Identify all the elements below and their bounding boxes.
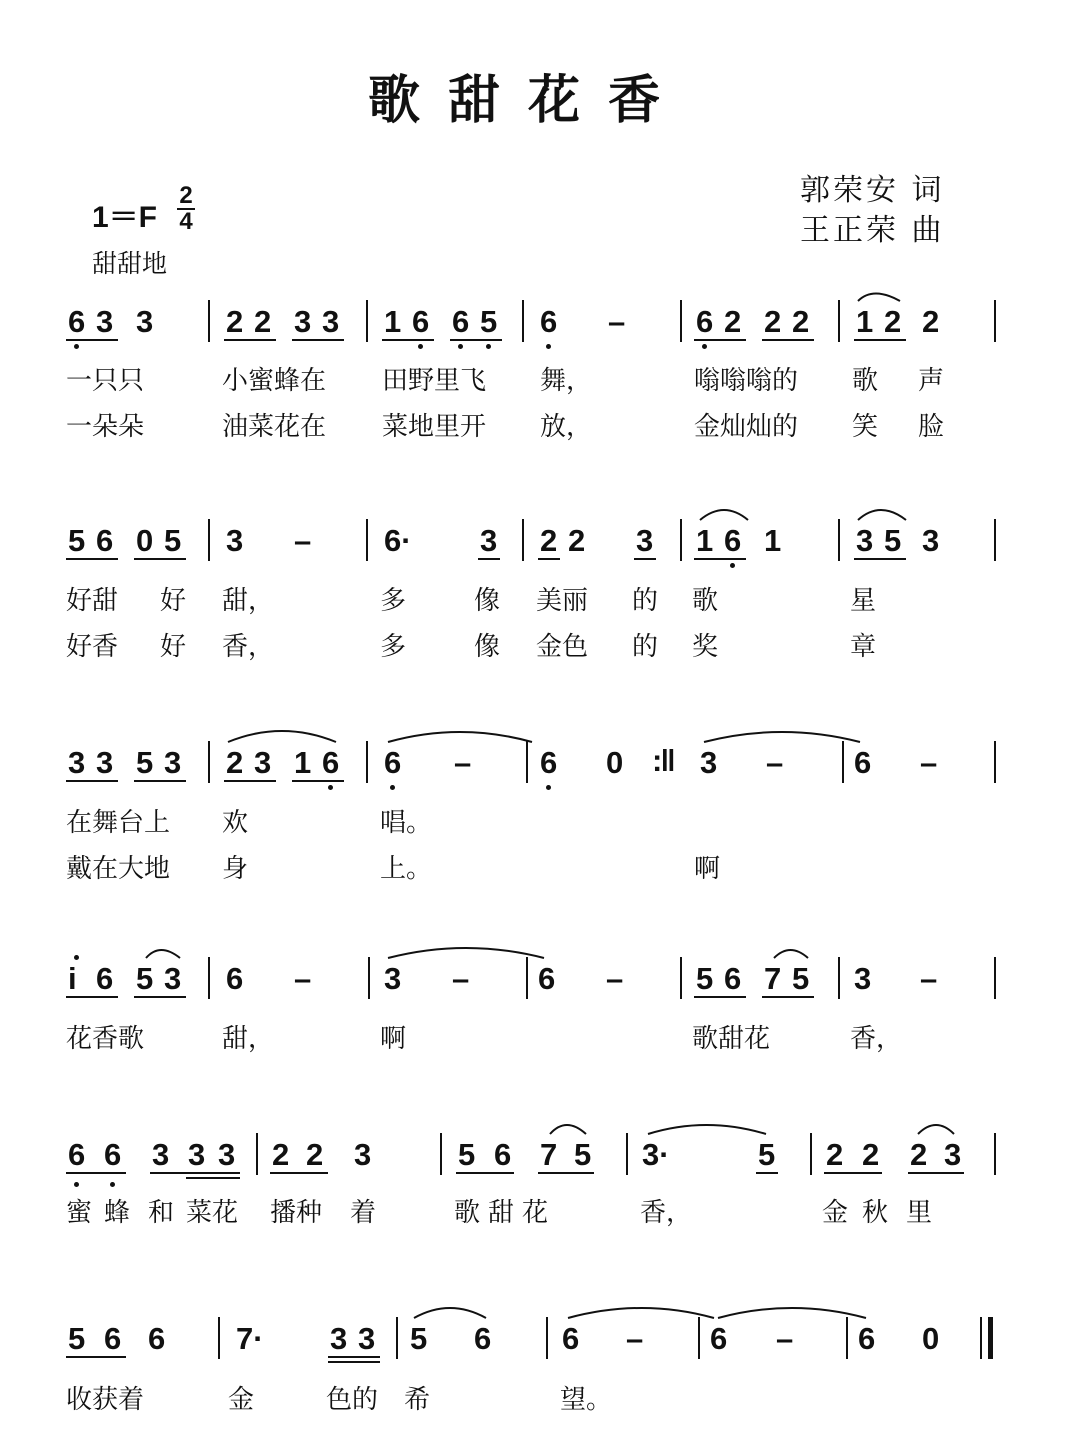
lyric: 秋 bbox=[862, 1198, 889, 1228]
lyric-v1: 歌 bbox=[852, 366, 879, 396]
note: 1 bbox=[384, 304, 402, 339]
note: 6 bbox=[96, 523, 114, 558]
note: 6 bbox=[854, 745, 872, 780]
slur bbox=[228, 731, 336, 742]
note: 6 bbox=[96, 961, 114, 996]
note: 1 bbox=[696, 523, 714, 558]
note: 3 bbox=[164, 961, 182, 996]
note: 1 bbox=[764, 523, 782, 558]
note: 3 bbox=[354, 1137, 372, 1172]
lyricist-credit: 郭荣安 词 bbox=[800, 173, 945, 208]
note: 2 bbox=[862, 1137, 880, 1172]
composer-credit: 王正荣 曲 bbox=[800, 213, 945, 248]
lyric: 收获着 bbox=[66, 1385, 145, 1415]
note: 3 bbox=[854, 961, 872, 996]
note: 6 bbox=[452, 304, 470, 339]
note: 2 bbox=[226, 304, 244, 339]
lyric: 播种 bbox=[270, 1198, 323, 1228]
slur bbox=[858, 294, 900, 302]
slur bbox=[146, 950, 180, 958]
lyric: 金 bbox=[822, 1198, 849, 1228]
key-signature: 1＝F bbox=[92, 201, 158, 234]
lyric: 望。 bbox=[560, 1385, 613, 1415]
slur bbox=[700, 510, 748, 520]
lyric: 啊 bbox=[380, 1024, 407, 1054]
note: 6· bbox=[384, 523, 412, 558]
lyric: 花香歌 bbox=[66, 1024, 145, 1054]
lyric-v1: 多 bbox=[380, 586, 407, 616]
lyric-v2: 金灿灿的 bbox=[694, 412, 799, 442]
note: 2 bbox=[724, 304, 742, 339]
note: 5 bbox=[884, 523, 902, 558]
note: 3 bbox=[164, 745, 182, 780]
tie bbox=[388, 732, 532, 742]
note: 2 bbox=[540, 523, 558, 558]
lyric-v1: 唱。 bbox=[380, 808, 433, 838]
slur bbox=[774, 950, 808, 958]
lyric-v1: 一只只 bbox=[66, 366, 145, 396]
note: 3 bbox=[922, 523, 940, 558]
dash: – bbox=[766, 745, 784, 780]
lyric-v1: 田野里飞 bbox=[382, 366, 487, 396]
lyric-v2: 章 bbox=[850, 632, 877, 662]
lyric: 希 bbox=[404, 1385, 431, 1415]
lyric-v1: 好 bbox=[160, 586, 187, 616]
lyric-v1: 的 bbox=[632, 586, 659, 616]
note: 6 bbox=[104, 1137, 122, 1172]
note: 6 bbox=[858, 1321, 876, 1356]
note: 7 bbox=[540, 1137, 558, 1172]
note: 6 bbox=[538, 961, 556, 996]
song-title: 歌甜花香 bbox=[368, 70, 689, 131]
note: 6 bbox=[68, 1137, 86, 1172]
note: 5 bbox=[696, 961, 714, 996]
note: 3 bbox=[68, 745, 86, 780]
note: 2 bbox=[764, 304, 782, 339]
time-denominator: 4 bbox=[179, 208, 193, 235]
note: 5 bbox=[574, 1137, 592, 1172]
note: 6 bbox=[322, 745, 340, 780]
note: 2 bbox=[884, 304, 902, 339]
note: 3· bbox=[642, 1137, 670, 1172]
lyric-v2: 上。 bbox=[380, 854, 433, 884]
lyric-v2: 戴在大地 bbox=[66, 854, 171, 884]
dash: – bbox=[920, 961, 938, 996]
note: 2 bbox=[910, 1137, 928, 1172]
lyric: 蜂 bbox=[104, 1198, 131, 1228]
dash: – bbox=[606, 961, 624, 996]
note: 0 bbox=[136, 523, 154, 558]
note: 1 bbox=[294, 745, 312, 780]
lyric-v2: 笑 bbox=[852, 412, 879, 442]
lyric-v2: 脸 bbox=[918, 412, 945, 442]
tempo-marking: 甜甜地 bbox=[92, 249, 168, 278]
time-numerator: 2 bbox=[179, 182, 193, 209]
dash: – bbox=[294, 961, 312, 996]
lyric-v2: 好香 bbox=[66, 632, 119, 662]
note: 6 bbox=[68, 304, 86, 339]
dash: – bbox=[776, 1321, 794, 1356]
note: 3 bbox=[136, 304, 154, 339]
note: 3 bbox=[322, 304, 340, 339]
repeat-sign: :‖ bbox=[652, 743, 674, 778]
note: 3 bbox=[944, 1137, 962, 1172]
note: 6 bbox=[696, 304, 714, 339]
note: 6 bbox=[540, 304, 558, 339]
note: 1 bbox=[856, 304, 874, 339]
note: 3 bbox=[384, 961, 402, 996]
lyric-v2: 一朵朵 bbox=[66, 412, 145, 442]
note: 6 bbox=[226, 961, 244, 996]
slur bbox=[414, 1308, 486, 1318]
note: 5 bbox=[68, 1321, 86, 1356]
lyric-v2: 菜地里开 bbox=[382, 412, 487, 442]
note: 6 bbox=[724, 523, 742, 558]
note: 3 bbox=[480, 523, 498, 558]
lyric: 蜜 bbox=[66, 1198, 93, 1228]
dash: – bbox=[920, 745, 938, 780]
note: 6 bbox=[724, 961, 742, 996]
note: 5 bbox=[68, 523, 86, 558]
note: 6 bbox=[562, 1321, 580, 1356]
lyric-v2: 身 bbox=[222, 854, 249, 884]
lyric: 甜， bbox=[222, 1024, 275, 1054]
lyric-v1: 像 bbox=[474, 586, 501, 616]
dash: – bbox=[452, 961, 470, 996]
lyric-v1: 美丽 bbox=[536, 586, 589, 616]
note: 2 bbox=[792, 304, 810, 339]
lyric: 里 bbox=[906, 1198, 933, 1228]
lyric-v1: 欢 bbox=[222, 808, 249, 838]
lyric-v1: 声 bbox=[918, 366, 945, 396]
note: 2 bbox=[272, 1137, 290, 1172]
lyric-v2: 像 bbox=[474, 632, 501, 662]
dash: – bbox=[626, 1321, 644, 1356]
note: 3 bbox=[294, 304, 312, 339]
lyric-v1: 歌 bbox=[692, 586, 719, 616]
note: 7 bbox=[764, 961, 782, 996]
note: 5 bbox=[758, 1137, 776, 1172]
lyric: 歌甜花 bbox=[692, 1024, 771, 1054]
lyric: 香， bbox=[640, 1198, 693, 1228]
lyric-v1: 星 bbox=[850, 586, 877, 616]
note: 3 bbox=[96, 745, 114, 780]
note: 5 bbox=[458, 1137, 476, 1172]
note: 3 bbox=[218, 1137, 236, 1172]
note: 5 bbox=[136, 961, 154, 996]
note: 3 bbox=[96, 304, 114, 339]
note: 6 bbox=[384, 745, 402, 780]
note: 3 bbox=[700, 745, 718, 780]
dash: – bbox=[454, 745, 472, 780]
note: 2 bbox=[826, 1137, 844, 1172]
lyric: 色的 bbox=[326, 1385, 379, 1415]
lyric-v2: 好 bbox=[160, 632, 187, 662]
lyric-v2: 的 bbox=[632, 632, 659, 662]
note: 6 bbox=[494, 1137, 512, 1172]
note: 5 bbox=[792, 961, 810, 996]
lyric: 着 bbox=[350, 1198, 377, 1228]
note: 6 bbox=[148, 1321, 166, 1356]
tie bbox=[568, 1308, 714, 1318]
note: 3 bbox=[330, 1321, 348, 1356]
note: 5 bbox=[164, 523, 182, 558]
lyric-v2: 油菜花在 bbox=[222, 412, 327, 442]
lyric-v2: 金色 bbox=[536, 632, 589, 662]
dash: – bbox=[608, 304, 626, 339]
lyric-v2: 啊 bbox=[694, 854, 721, 884]
note: 2 bbox=[226, 745, 244, 780]
lyric-v1: 嗡嗡嗡的 bbox=[694, 366, 799, 396]
rest: 0 bbox=[922, 1321, 940, 1356]
note: 2 bbox=[568, 523, 586, 558]
note: 5 bbox=[410, 1321, 428, 1356]
note: 3 bbox=[636, 523, 654, 558]
lyric-v2: 奖 bbox=[692, 632, 719, 662]
lyric: 香， bbox=[850, 1024, 903, 1054]
note: i bbox=[68, 961, 77, 996]
note: 3 bbox=[856, 523, 874, 558]
lyric-v1: 小蜜蜂在 bbox=[222, 366, 327, 396]
note: 3 bbox=[358, 1321, 376, 1356]
tie bbox=[718, 1308, 866, 1318]
lyric-v1: 好甜 bbox=[66, 586, 119, 616]
note: 5 bbox=[480, 304, 498, 339]
lyric: 歌甜花 bbox=[454, 1198, 557, 1228]
rest: 0 bbox=[606, 745, 624, 780]
slur bbox=[858, 510, 906, 520]
lyric: 和 bbox=[148, 1198, 175, 1228]
note: 6 bbox=[540, 745, 558, 780]
tie bbox=[388, 948, 544, 958]
dash: – bbox=[294, 523, 312, 558]
note: 6 bbox=[710, 1321, 728, 1356]
slur bbox=[550, 1125, 586, 1134]
note: 6 bbox=[474, 1321, 492, 1356]
lyric-v2: 放， bbox=[540, 412, 593, 442]
note: 2 bbox=[922, 304, 940, 339]
note: 3 bbox=[152, 1137, 170, 1172]
lyric: 金 bbox=[228, 1385, 255, 1415]
note: 3 bbox=[254, 745, 272, 780]
lyric-v2: 多 bbox=[380, 632, 407, 662]
tie bbox=[704, 732, 860, 742]
note: 2 bbox=[254, 304, 272, 339]
note: 7· bbox=[236, 1321, 264, 1356]
note: 2 bbox=[306, 1137, 324, 1172]
slur bbox=[918, 1125, 954, 1134]
lyric-v1: 甜， bbox=[222, 586, 275, 616]
note: 3 bbox=[226, 523, 244, 558]
lyric-v2: 香， bbox=[222, 632, 275, 662]
lyric-v1: 舞， bbox=[540, 366, 593, 396]
note: 6 bbox=[412, 304, 430, 339]
note: 6 bbox=[104, 1321, 122, 1356]
lyric: 菜花 bbox=[186, 1198, 239, 1228]
lyric-v1: 在舞台上 bbox=[66, 808, 171, 838]
note: 3 bbox=[188, 1137, 206, 1172]
tie bbox=[648, 1125, 766, 1134]
note: 5 bbox=[136, 745, 154, 780]
